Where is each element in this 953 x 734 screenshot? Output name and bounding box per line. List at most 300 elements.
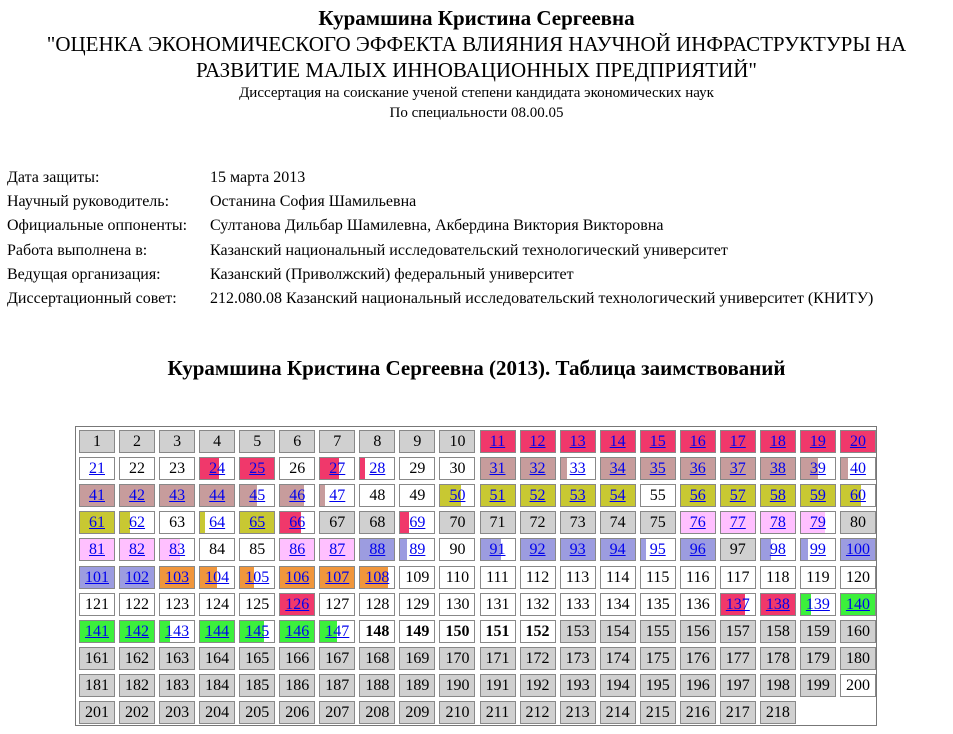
page-cell-74 bbox=[600, 511, 636, 534]
page-cell-44[interactable] bbox=[199, 484, 235, 507]
page-link[interactable]: 34 bbox=[609, 460, 626, 478]
page-cell-45[interactable] bbox=[239, 484, 275, 507]
page-link[interactable]: 98 bbox=[769, 541, 786, 559]
page-link[interactable]: 47 bbox=[329, 487, 346, 505]
page-link[interactable]: 41 bbox=[89, 487, 105, 505]
page-cell-93[interactable] bbox=[560, 538, 596, 561]
page-cell-33[interactable] bbox=[560, 457, 596, 480]
page-number: 128 bbox=[365, 595, 390, 613]
page-link[interactable]: 107 bbox=[325, 568, 350, 586]
page-cell-174 bbox=[600, 647, 636, 670]
page-cell-138[interactable] bbox=[760, 593, 796, 616]
page-number: 204 bbox=[205, 704, 230, 721]
page-number: 130 bbox=[445, 595, 470, 613]
info-label: Официальные оппоненты: bbox=[7, 217, 188, 235]
page-number: 151 bbox=[485, 622, 510, 640]
page-cell-37[interactable] bbox=[720, 457, 756, 480]
dissertation-title bbox=[0, 31, 953, 83]
page-link[interactable]: 32 bbox=[529, 460, 546, 478]
page-number: 185 bbox=[245, 676, 270, 694]
page-cell-83[interactable] bbox=[159, 538, 195, 561]
page-cell-13[interactable] bbox=[560, 430, 596, 453]
author-name: Курамшина Кристина Сергеевна bbox=[318, 6, 635, 30]
page-link[interactable]: 64 bbox=[209, 514, 226, 532]
page-link[interactable]: 145 bbox=[245, 622, 270, 640]
page-cell-89[interactable] bbox=[399, 538, 435, 561]
page-number: 8 bbox=[373, 433, 382, 450]
page-cell-60[interactable] bbox=[840, 484, 876, 507]
page-number: 216 bbox=[685, 704, 710, 721]
page-number: 125 bbox=[245, 595, 270, 613]
page-cell-39[interactable] bbox=[800, 457, 836, 480]
page-link[interactable]: 12 bbox=[529, 433, 546, 450]
info-value: 212.080.08 Казанский национальный исследовательский технологический университет (КНИТУ) bbox=[210, 290, 874, 308]
page-number: 158 bbox=[765, 622, 790, 640]
page-link[interactable]: 19 bbox=[809, 433, 826, 450]
borrowing-fill bbox=[320, 485, 325, 506]
page-cell-35[interactable] bbox=[640, 457, 676, 480]
page-link[interactable]: 35 bbox=[649, 460, 666, 478]
page-cell-92[interactable] bbox=[520, 538, 556, 561]
page-link[interactable]: 33 bbox=[569, 460, 586, 478]
page-link[interactable]: 96 bbox=[689, 541, 706, 559]
page-number: 72 bbox=[529, 514, 546, 532]
page-cell-79[interactable] bbox=[800, 511, 836, 534]
page-cell-15[interactable] bbox=[640, 430, 676, 453]
page-link[interactable]: 31 bbox=[489, 460, 506, 478]
page-link[interactable]: 46 bbox=[289, 487, 306, 505]
page-cell-18[interactable] bbox=[760, 430, 796, 453]
page-cell-50[interactable] bbox=[439, 484, 475, 507]
page-link[interactable]: 40 bbox=[849, 460, 866, 478]
page-cell-81[interactable] bbox=[79, 538, 115, 561]
page-link[interactable]: 58 bbox=[769, 487, 786, 505]
page-number: 217 bbox=[725, 704, 750, 721]
page-cell-42[interactable] bbox=[119, 484, 155, 507]
info-row bbox=[7, 287, 873, 311]
page-cell-76[interactable] bbox=[680, 511, 716, 534]
page-cell-51[interactable] bbox=[480, 484, 516, 507]
page-link[interactable]: 39 bbox=[809, 460, 826, 478]
page-number: 111 bbox=[486, 568, 509, 586]
page-link[interactable]: 88 bbox=[369, 541, 386, 559]
page-cell-103[interactable] bbox=[159, 566, 195, 589]
page-number: 166 bbox=[285, 649, 310, 667]
page-number: 68 bbox=[369, 514, 386, 532]
page-link[interactable]: 56 bbox=[689, 487, 706, 505]
page-link[interactable]: 101 bbox=[85, 568, 109, 586]
page-link[interactable]: 77 bbox=[729, 514, 746, 532]
page-cell-38[interactable] bbox=[760, 457, 796, 480]
page-number: 49 bbox=[409, 487, 426, 505]
page-number: 188 bbox=[365, 676, 390, 694]
page-cell-61[interactable] bbox=[79, 511, 115, 534]
page-number: 71 bbox=[489, 514, 506, 532]
page-link[interactable]: 76 bbox=[689, 514, 706, 532]
page-link[interactable]: 11 bbox=[489, 433, 506, 450]
page-cell-87[interactable] bbox=[319, 538, 355, 561]
page-number: 129 bbox=[405, 595, 430, 613]
page-link[interactable]: 100 bbox=[845, 541, 870, 559]
page-link[interactable]: 79 bbox=[809, 514, 826, 532]
page-number: 148 bbox=[365, 622, 390, 640]
page-link[interactable]: 21 bbox=[89, 460, 105, 478]
page-number: 127 bbox=[325, 595, 350, 613]
page-cell-65[interactable] bbox=[239, 511, 275, 534]
page-link[interactable]: 147 bbox=[325, 622, 350, 640]
page-cell-199 bbox=[800, 674, 836, 697]
page-link[interactable]: 60 bbox=[849, 487, 866, 505]
page-number: 175 bbox=[645, 649, 670, 667]
page-cell-186 bbox=[279, 674, 315, 697]
page-link[interactable]: 104 bbox=[205, 568, 230, 586]
info-row bbox=[7, 263, 873, 287]
info-value: Казанский (Приволжский) федеральный университет bbox=[210, 265, 574, 283]
page-cell-25[interactable] bbox=[239, 457, 275, 480]
page-link[interactable]: 126 bbox=[285, 595, 310, 613]
page-link[interactable]: 16 bbox=[689, 433, 706, 450]
page-number: 202 bbox=[125, 704, 150, 721]
page-cell-97 bbox=[720, 538, 756, 561]
page-link[interactable]: 105 bbox=[245, 568, 270, 586]
page-link[interactable]: 14 bbox=[609, 433, 626, 450]
page-link[interactable]: 91 bbox=[489, 541, 506, 559]
page-cell-96[interactable] bbox=[680, 538, 716, 561]
page-link[interactable]: 45 bbox=[249, 487, 266, 505]
page-cell-214 bbox=[600, 701, 636, 724]
page-cell-94[interactable] bbox=[600, 538, 636, 561]
page-cell-28[interactable] bbox=[359, 457, 395, 480]
page-link[interactable]: 13 bbox=[569, 433, 586, 450]
page-number: 115 bbox=[645, 568, 670, 586]
page-cell-34[interactable] bbox=[600, 457, 636, 480]
page-number: 169 bbox=[405, 649, 430, 667]
page-number: 215 bbox=[645, 704, 670, 721]
page-cell-27[interactable] bbox=[319, 457, 355, 480]
page-cell-182 bbox=[119, 674, 155, 697]
page-cell-78[interactable] bbox=[760, 511, 796, 534]
borrowing-fill bbox=[561, 458, 568, 479]
page-cell-14[interactable] bbox=[600, 430, 636, 453]
page-link[interactable]: 57 bbox=[729, 487, 746, 505]
page-number: 120 bbox=[845, 568, 870, 586]
page-cell-194 bbox=[600, 674, 636, 697]
page-cell-41[interactable] bbox=[79, 484, 115, 507]
page-cell-142[interactable] bbox=[119, 620, 155, 643]
page-cell-98[interactable] bbox=[760, 538, 796, 561]
page-number: 131 bbox=[485, 595, 510, 613]
page-cell-106[interactable] bbox=[279, 566, 315, 589]
page-link[interactable]: 140 bbox=[845, 595, 870, 613]
page-link[interactable]: 99 bbox=[809, 541, 826, 559]
page-cell-67 bbox=[319, 511, 355, 534]
page-link[interactable]: 25 bbox=[249, 460, 266, 478]
page-cell-16[interactable] bbox=[680, 430, 716, 453]
page-cell-160 bbox=[840, 620, 876, 643]
page-link[interactable]: 89 bbox=[409, 541, 426, 559]
info-row bbox=[7, 239, 873, 263]
page-link[interactable]: 146 bbox=[285, 622, 310, 640]
page-number: 182 bbox=[125, 676, 150, 694]
page-cell-58[interactable] bbox=[760, 484, 796, 507]
page-cell-95[interactable] bbox=[640, 538, 676, 561]
page-cell-48 bbox=[359, 484, 395, 507]
page-link[interactable]: 24 bbox=[209, 460, 226, 478]
page-link[interactable]: 92 bbox=[529, 541, 546, 559]
page-cell-12[interactable] bbox=[520, 430, 556, 453]
page-link[interactable]: 142 bbox=[125, 622, 150, 640]
page-cell-207 bbox=[319, 701, 355, 724]
page-cell-24[interactable] bbox=[199, 457, 235, 480]
page-cell-115 bbox=[640, 566, 676, 589]
page-cell-19[interactable] bbox=[800, 430, 836, 453]
page-link[interactable]: 86 bbox=[289, 541, 306, 559]
page-number: 119 bbox=[806, 568, 830, 586]
page-link[interactable]: 82 bbox=[129, 541, 146, 559]
page-cell-143[interactable] bbox=[159, 620, 195, 643]
page-cell-82[interactable] bbox=[119, 538, 155, 561]
page-cell-53[interactable] bbox=[560, 484, 596, 507]
page-link[interactable]: 66 bbox=[289, 514, 306, 532]
page-number: 198 bbox=[765, 676, 790, 694]
page-cell-188 bbox=[359, 674, 395, 697]
page-cell-110 bbox=[439, 566, 475, 589]
page-cell-145[interactable] bbox=[239, 620, 275, 643]
page-link[interactable]: 69 bbox=[409, 514, 426, 532]
page-cell-64[interactable] bbox=[199, 511, 235, 534]
page-link[interactable]: 78 bbox=[769, 514, 786, 532]
page-cell-144[interactable] bbox=[199, 620, 235, 643]
page-cell-23 bbox=[159, 457, 195, 480]
page-cell-155 bbox=[640, 620, 676, 643]
page-cell-177 bbox=[720, 647, 756, 670]
page-cell-107[interactable] bbox=[319, 566, 355, 589]
page-link[interactable]: 138 bbox=[765, 595, 790, 613]
page-cell-173 bbox=[560, 647, 596, 670]
page-number: 121 bbox=[85, 595, 109, 613]
page-cell-88[interactable] bbox=[359, 538, 395, 561]
page-cell-17[interactable] bbox=[720, 430, 756, 453]
page-link[interactable]: 143 bbox=[165, 622, 190, 640]
page-cell-77[interactable] bbox=[720, 511, 756, 534]
page-link[interactable]: 106 bbox=[285, 568, 310, 586]
page-number: 124 bbox=[205, 595, 230, 613]
page-cell-102[interactable] bbox=[119, 566, 155, 589]
page-cell-152 bbox=[520, 620, 556, 643]
page-cell-147[interactable] bbox=[319, 620, 355, 643]
page-number: 23 bbox=[169, 460, 186, 478]
page-cell-91[interactable] bbox=[480, 538, 516, 561]
page-cell-139[interactable] bbox=[800, 593, 836, 616]
page-link[interactable]: 36 bbox=[689, 460, 706, 478]
page-cell-62[interactable] bbox=[119, 511, 155, 534]
page-cell-80 bbox=[840, 511, 876, 534]
page-cell-56[interactable] bbox=[680, 484, 716, 507]
page-cell-172 bbox=[520, 647, 556, 670]
info-value: Казанский национальный исследовательский технологический университет bbox=[210, 241, 728, 259]
page-link[interactable]: 27 bbox=[329, 460, 346, 478]
page-cell-43[interactable] bbox=[159, 484, 195, 507]
page-cell-105[interactable] bbox=[239, 566, 275, 589]
page-cell-183 bbox=[159, 674, 195, 697]
page-link[interactable]: 15 bbox=[649, 433, 666, 450]
borrowing-fill bbox=[400, 539, 407, 560]
borrowing-fill bbox=[841, 458, 848, 479]
page-cell-85 bbox=[239, 538, 275, 561]
page-cell-163 bbox=[159, 647, 195, 670]
page-link[interactable]: 93 bbox=[569, 541, 586, 559]
page-link[interactable]: 102 bbox=[125, 568, 150, 586]
page-number: 114 bbox=[605, 568, 630, 586]
page-cell-46[interactable] bbox=[279, 484, 315, 507]
page-link[interactable]: 103 bbox=[165, 568, 190, 586]
page-link[interactable]: 108 bbox=[365, 568, 390, 586]
page-cell-99[interactable] bbox=[800, 538, 836, 561]
borrowing-fill bbox=[200, 512, 205, 533]
page-cell-126[interactable] bbox=[279, 593, 315, 616]
page-cell-32[interactable] bbox=[520, 457, 556, 480]
page-cell-131 bbox=[480, 593, 516, 616]
page-link[interactable]: 37 bbox=[729, 460, 746, 478]
page-cell-193 bbox=[560, 674, 596, 697]
page-cell-52[interactable] bbox=[520, 484, 556, 507]
page-cell-47[interactable] bbox=[319, 484, 355, 507]
page-number: 183 bbox=[165, 676, 190, 694]
page-number: 214 bbox=[605, 704, 630, 721]
page-cell-69[interactable] bbox=[399, 511, 435, 534]
page-cell-123 bbox=[159, 593, 195, 616]
page-cell-192 bbox=[520, 674, 556, 697]
info-value: Останина София Шамильевна bbox=[210, 193, 417, 211]
page-number: 160 bbox=[845, 622, 870, 640]
page-cell-36[interactable] bbox=[680, 457, 716, 480]
page-cell-20[interactable] bbox=[840, 430, 876, 453]
page-link[interactable]: 65 bbox=[249, 514, 266, 532]
page-cell-101[interactable] bbox=[79, 566, 115, 589]
page-cell-165 bbox=[239, 647, 275, 670]
page-cell-54[interactable] bbox=[600, 484, 636, 507]
page-link[interactable]: 53 bbox=[569, 487, 586, 505]
page-link[interactable]: 139 bbox=[805, 595, 830, 613]
page-cell-10 bbox=[439, 430, 475, 453]
page-number: 173 bbox=[565, 649, 590, 667]
page-cell-140[interactable] bbox=[840, 593, 876, 616]
page-link[interactable]: 43 bbox=[169, 487, 186, 505]
page-cell-200 bbox=[840, 674, 876, 697]
page-cell-153 bbox=[560, 620, 596, 643]
page-link[interactable]: 83 bbox=[169, 541, 186, 559]
page-cell-100[interactable] bbox=[840, 538, 876, 561]
page-link[interactable]: 144 bbox=[205, 622, 230, 640]
page-cell-8 bbox=[359, 430, 395, 453]
page-number: 203 bbox=[165, 704, 190, 721]
page-cell-86[interactable] bbox=[279, 538, 315, 561]
page-cell-3 bbox=[159, 430, 195, 453]
page-cell-31[interactable] bbox=[480, 457, 516, 480]
page-cell-112 bbox=[520, 566, 556, 589]
page-link[interactable]: 81 bbox=[89, 541, 105, 559]
page-cell-11[interactable] bbox=[480, 430, 516, 453]
page-number: 177 bbox=[725, 649, 750, 667]
page-number: 80 bbox=[849, 514, 866, 532]
page-number: 194 bbox=[605, 676, 630, 694]
page-link[interactable]: 62 bbox=[129, 514, 146, 532]
page-cell-6 bbox=[279, 430, 315, 453]
page-link[interactable]: 52 bbox=[529, 487, 546, 505]
page-link[interactable]: 17 bbox=[729, 433, 746, 450]
page-cell-176 bbox=[680, 647, 716, 670]
page-link[interactable]: 20 bbox=[849, 433, 866, 450]
page-cell-141[interactable] bbox=[79, 620, 115, 643]
page-cell-162 bbox=[119, 647, 155, 670]
page-link[interactable]: 42 bbox=[129, 487, 146, 505]
page-link[interactable]: 38 bbox=[769, 460, 786, 478]
page-link[interactable]: 54 bbox=[609, 487, 626, 505]
page-cell-146[interactable] bbox=[279, 620, 315, 643]
page-link[interactable]: 94 bbox=[609, 541, 626, 559]
page-number: 164 bbox=[205, 649, 230, 667]
specialty-text: По специальности 08.00.05 bbox=[389, 105, 564, 121]
page-link[interactable]: 95 bbox=[649, 541, 666, 559]
page-number: 205 bbox=[245, 704, 270, 721]
page-cell-215 bbox=[640, 701, 676, 724]
page-link[interactable]: 28 bbox=[369, 460, 386, 478]
page-number: 213 bbox=[565, 704, 590, 721]
page-link[interactable]: 137 bbox=[725, 595, 750, 613]
page-number: 209 bbox=[405, 704, 430, 721]
page-number: 67 bbox=[329, 514, 346, 532]
info-label: Дата защиты: bbox=[7, 169, 100, 187]
page-number: 73 bbox=[569, 514, 586, 532]
page-link[interactable]: 61 bbox=[89, 514, 105, 532]
page-cell-84 bbox=[199, 538, 235, 561]
page-link[interactable]: 50 bbox=[449, 487, 466, 505]
page-link[interactable]: 18 bbox=[769, 433, 786, 450]
page-cell-137[interactable] bbox=[720, 593, 756, 616]
info-row bbox=[7, 190, 873, 214]
page-cell-208 bbox=[359, 701, 395, 724]
page-cell-2 bbox=[119, 430, 155, 453]
page-cell-29 bbox=[399, 457, 435, 480]
page-cell-108[interactable] bbox=[359, 566, 395, 589]
page-cell-59[interactable] bbox=[800, 484, 836, 507]
page-link[interactable]: 141 bbox=[85, 622, 109, 640]
page-number: 192 bbox=[525, 676, 550, 694]
page-cell-57[interactable] bbox=[720, 484, 756, 507]
dissertation-info bbox=[7, 166, 873, 311]
page-cell-184 bbox=[199, 674, 235, 697]
page-cell-170 bbox=[439, 647, 475, 670]
page-cell-104[interactable] bbox=[199, 566, 235, 589]
page-cell-133 bbox=[560, 593, 596, 616]
page-number: 70 bbox=[449, 514, 466, 532]
page-link[interactable]: 87 bbox=[329, 541, 346, 559]
page-link[interactable]: 44 bbox=[209, 487, 226, 505]
page-link[interactable]: 51 bbox=[489, 487, 506, 505]
page-cell-217 bbox=[720, 701, 756, 724]
page-cell-66[interactable] bbox=[279, 511, 315, 534]
page-cell-157 bbox=[720, 620, 756, 643]
page-cell-40[interactable] bbox=[840, 457, 876, 480]
page-cell-21[interactable] bbox=[79, 457, 115, 480]
page-number: 200 bbox=[845, 676, 870, 694]
page-number: 180 bbox=[845, 649, 870, 667]
page-number: 181 bbox=[85, 676, 109, 694]
page-cell-7 bbox=[319, 430, 355, 453]
page-link[interactable]: 59 bbox=[809, 487, 826, 505]
page-cell-156 bbox=[680, 620, 716, 643]
page-cell-195 bbox=[640, 674, 676, 697]
